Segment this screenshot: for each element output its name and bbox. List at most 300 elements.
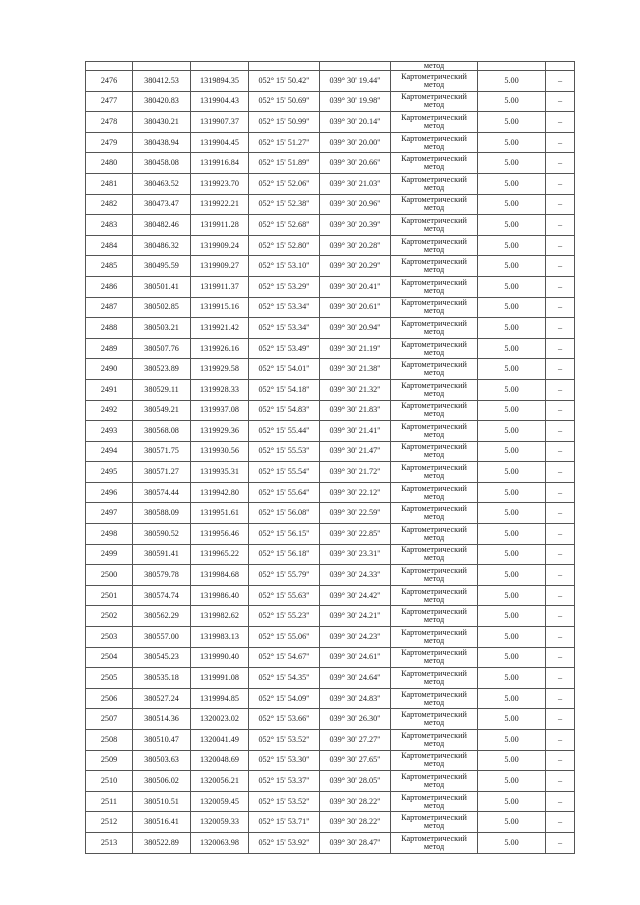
- method-cell: [391, 565, 478, 586]
- method-cell: [391, 585, 478, 606]
- method-cell: [391, 482, 478, 503]
- point-number-cell: 2488: [86, 318, 133, 339]
- accuracy-cell: 5.00: [478, 112, 546, 133]
- method-line-1: Картометрический: [401, 277, 467, 287]
- latitude-cell: 052° 15' 55.06": [249, 627, 320, 648]
- note-cell: –: [546, 421, 575, 442]
- method-line-2: метод: [423, 821, 445, 831]
- accuracy-cell: 5.00: [478, 132, 546, 153]
- longitude-cell: 039° 30' 21.32": [320, 379, 391, 400]
- note-cell: –: [546, 297, 575, 318]
- table-row: [86, 565, 575, 586]
- note-cell: –: [546, 235, 575, 256]
- note-cell: –: [546, 482, 575, 503]
- method-line-1: Картометрический: [401, 648, 467, 658]
- longitude-cell: 039° 30' 24.42": [320, 585, 391, 606]
- method-cell: [391, 194, 478, 215]
- accuracy-cell: 5.00: [478, 524, 546, 545]
- note-cell: –: [546, 709, 575, 730]
- longitude-cell: 039° 30' 28.22": [320, 791, 391, 812]
- latitude-cell: 052° 15' 53.37": [249, 771, 320, 792]
- method-line-1: Картометрический: [401, 689, 467, 699]
- x-coordinate-cell: 380590.52: [133, 524, 191, 545]
- y-coordinate-cell: 1320048.69: [191, 750, 249, 771]
- method-line-1: Картометрический: [401, 71, 467, 81]
- x-coordinate-cell: 380571.27: [133, 462, 191, 483]
- x-coordinate-cell: 380503.21: [133, 318, 191, 339]
- method-line-1: Картометрический: [401, 483, 467, 493]
- method-cell: [391, 750, 478, 771]
- accuracy-cell: 5.00: [478, 256, 546, 277]
- table-row: [86, 112, 575, 133]
- method-cell: [391, 400, 478, 421]
- method-line-1: Картометрический: [401, 318, 467, 328]
- x-coordinate-cell: 380510.47: [133, 730, 191, 751]
- accuracy-cell: 5.00: [478, 173, 546, 194]
- point-number-cell: 2503: [86, 627, 133, 648]
- accuracy-cell: 5.00: [478, 730, 546, 751]
- method-line-2: метод: [423, 141, 445, 151]
- longitude-cell: 039° 30' 21.41": [320, 421, 391, 442]
- method-cell: [391, 276, 478, 297]
- accuracy-cell: 5.00: [478, 565, 546, 586]
- point-number-cell: 2510: [86, 771, 133, 792]
- method-cell: [391, 71, 478, 92]
- method-line-1: Картометрический: [401, 174, 467, 184]
- longitude-cell: 039° 30' 21.83": [320, 400, 391, 421]
- table-row: [86, 400, 575, 421]
- method-line-1: Картометрический: [401, 154, 467, 164]
- note-cell: –: [546, 112, 575, 133]
- longitude-cell: 039° 30' 20.29": [320, 256, 391, 277]
- accuracy-cell: 5.00: [478, 482, 546, 503]
- latitude-cell: 052° 15' 54.09": [249, 688, 320, 709]
- method-line-2: метод: [423, 285, 445, 295]
- latitude-cell: 052° 15' 53.52": [249, 791, 320, 812]
- method-line-1: Картометрический: [401, 360, 467, 370]
- latitude-cell: 052° 15' 53.29": [249, 276, 320, 297]
- x-coordinate-cell: 380482.46: [133, 215, 191, 236]
- point-number-cell: 2505: [86, 668, 133, 689]
- longitude-cell: 039° 30' 28.47": [320, 832, 391, 853]
- x-coordinate-cell: 380571.75: [133, 441, 191, 462]
- table-row: [86, 791, 575, 812]
- latitude-cell: 052° 15' 52.80": [249, 235, 320, 256]
- note-cell: –: [546, 832, 575, 853]
- method-line-2: метод: [423, 656, 445, 666]
- method-line-1: Картометрический: [401, 236, 467, 246]
- method-line-2: метод: [423, 697, 445, 707]
- x-coordinate-cell: 380502.85: [133, 297, 191, 318]
- y-coordinate-cell: 1319904.43: [191, 91, 249, 112]
- longitude-cell: 039° 30' 28.05": [320, 771, 391, 792]
- point-number-cell: 2492: [86, 400, 133, 421]
- method-line-1: Картометрический: [401, 133, 467, 143]
- point-number-cell: 2484: [86, 235, 133, 256]
- y-coordinate-cell: 1320041.49: [191, 730, 249, 751]
- latitude-cell: 052° 15' 51.27": [249, 132, 320, 153]
- latitude-cell: 052° 15' 54.83": [249, 400, 320, 421]
- method-line-1: Картометрический: [401, 792, 467, 802]
- point-number-cell: 2498: [86, 524, 133, 545]
- y-coordinate-cell: 1319982.62: [191, 606, 249, 627]
- latitude-cell: 052° 15' 55.64": [249, 482, 320, 503]
- y-coordinate-cell: 1320063.98: [191, 832, 249, 853]
- point-number-cell: 2507: [86, 709, 133, 730]
- accuracy-cell: 5.00: [478, 832, 546, 853]
- method-line-2: метод: [423, 532, 445, 542]
- longitude-cell: 039° 30' 24.61": [320, 647, 391, 668]
- y-coordinate-cell: 1319929.58: [191, 359, 249, 380]
- table-row: [86, 771, 575, 792]
- method-cell: [391, 771, 478, 792]
- y-coordinate-cell: 1319951.61: [191, 503, 249, 524]
- longitude-cell: 039° 30' 20.96": [320, 194, 391, 215]
- longitude-cell: 039° 30' 22.12": [320, 482, 391, 503]
- y-coordinate-cell: 1319984.68: [191, 565, 249, 586]
- y-coordinate-cell: 1319915.16: [191, 297, 249, 318]
- point-number-cell: 2495: [86, 462, 133, 483]
- y-coordinate-cell: 1319909.24: [191, 235, 249, 256]
- method-cell: [391, 647, 478, 668]
- x-coordinate-cell: 380486.32: [133, 235, 191, 256]
- latitude-cell: 052° 15' 53.49": [249, 338, 320, 359]
- point-number-cell: 2511: [86, 791, 133, 812]
- accuracy-cell: 5.00: [478, 709, 546, 730]
- y-coordinate-cell: 1319986.40: [191, 585, 249, 606]
- longitude-cell: 039° 30' 21.47": [320, 441, 391, 462]
- cell-empty: [478, 62, 546, 71]
- method-line-1: Картометрический: [401, 545, 467, 555]
- table-row: [86, 750, 575, 771]
- longitude-cell: 039° 30' 20.61": [320, 297, 391, 318]
- longitude-cell: 039° 30' 21.38": [320, 359, 391, 380]
- y-coordinate-cell: 1319926.16: [191, 338, 249, 359]
- table-row: [86, 359, 575, 380]
- method-line-2: метод: [423, 841, 445, 851]
- longitude-cell: 039° 30' 21.72": [320, 462, 391, 483]
- longitude-cell: 039° 30' 20.00": [320, 132, 391, 153]
- method-line-2: метод: [423, 306, 445, 316]
- x-coordinate-cell: 380438.94: [133, 132, 191, 153]
- accuracy-cell: 5.00: [478, 379, 546, 400]
- latitude-cell: 052° 15' 54.67": [249, 647, 320, 668]
- longitude-cell: 039° 30' 23.31": [320, 544, 391, 565]
- point-number-cell: 2490: [86, 359, 133, 380]
- point-number-cell: 2482: [86, 194, 133, 215]
- method-line-2: метод: [423, 100, 445, 110]
- method-line-1: Картометрический: [401, 669, 467, 679]
- x-coordinate-cell: 380458.08: [133, 153, 191, 174]
- x-coordinate-cell: 380510.51: [133, 791, 191, 812]
- method-line-2: метод: [423, 347, 445, 357]
- point-number-cell: 2487: [86, 297, 133, 318]
- coordinates-table-body: [86, 62, 575, 854]
- latitude-cell: 052° 15' 52.06": [249, 173, 320, 194]
- longitude-cell: 039° 30' 27.65": [320, 750, 391, 771]
- y-coordinate-cell: 1319916.84: [191, 153, 249, 174]
- method-line-2: метод: [423, 388, 445, 398]
- table-row: [86, 524, 575, 545]
- method-line-2: метод: [423, 429, 445, 439]
- y-coordinate-cell: 1319894.35: [191, 71, 249, 92]
- accuracy-cell: 5.00: [478, 153, 546, 174]
- longitude-cell: 039° 30' 19.98": [320, 91, 391, 112]
- method-line-1: Картометрический: [401, 401, 467, 411]
- method-cell: [391, 318, 478, 339]
- y-coordinate-cell: 1320059.45: [191, 791, 249, 812]
- table-row: [86, 482, 575, 503]
- x-coordinate-cell: 380506.02: [133, 771, 191, 792]
- method-cell: [391, 441, 478, 462]
- method-line-1: Картометрический: [401, 504, 467, 514]
- latitude-cell: 052° 15' 56.15": [249, 524, 320, 545]
- note-cell: –: [546, 647, 575, 668]
- table-row: [86, 503, 575, 524]
- y-coordinate-cell: 1319904.45: [191, 132, 249, 153]
- latitude-cell: 052° 15' 53.34": [249, 297, 320, 318]
- accuracy-cell: 5.00: [478, 297, 546, 318]
- longitude-cell: 039° 30' 24.83": [320, 688, 391, 709]
- table-row: [86, 173, 575, 194]
- method-line-1: Картометрический: [401, 380, 467, 390]
- method-cell: [391, 91, 478, 112]
- method-line-2: метод: [423, 512, 445, 522]
- table-row: [86, 256, 575, 277]
- table-row: [86, 276, 575, 297]
- note-cell: –: [546, 688, 575, 709]
- method-line-1: Картометрический: [401, 298, 467, 308]
- method-cell: [391, 791, 478, 812]
- x-coordinate-cell: 380549.21: [133, 400, 191, 421]
- note-cell: –: [546, 627, 575, 648]
- method-line-2: метод: [423, 594, 445, 604]
- method-line-1: Картометрический: [401, 215, 467, 225]
- method-line-2: метод: [423, 162, 445, 172]
- method-line-2: метод: [423, 120, 445, 130]
- accuracy-cell: 5.00: [478, 627, 546, 648]
- table-row: [86, 71, 575, 92]
- method-cell: [391, 462, 478, 483]
- table-row: [86, 338, 575, 359]
- y-coordinate-cell: 1319990.40: [191, 647, 249, 668]
- note-cell: –: [546, 400, 575, 421]
- y-coordinate-cell: 1319923.70: [191, 173, 249, 194]
- note-cell: –: [546, 585, 575, 606]
- table-row: [86, 832, 575, 853]
- method-line-2: метод: [423, 615, 445, 625]
- point-number-cell: 2500: [86, 565, 133, 586]
- method-cell: [391, 235, 478, 256]
- method-line-1: Картометрический: [401, 813, 467, 823]
- y-coordinate-cell: 1319911.37: [191, 276, 249, 297]
- x-coordinate-cell: 380507.76: [133, 338, 191, 359]
- method-line-2: метод: [423, 471, 445, 481]
- note-cell: –: [546, 338, 575, 359]
- method-line-2: метод: [423, 450, 445, 460]
- method-line-1: Картометрический: [401, 586, 467, 596]
- y-coordinate-cell: 1320059.33: [191, 812, 249, 833]
- table-row: [86, 709, 575, 730]
- note-cell: –: [546, 791, 575, 812]
- accuracy-cell: 5.00: [478, 544, 546, 565]
- table-row: [86, 462, 575, 483]
- longitude-cell: 039° 30' 21.19": [320, 338, 391, 359]
- method-line-1: Картометрический: [401, 833, 467, 843]
- method-line-1: Картометрический: [401, 195, 467, 205]
- method-cell: [391, 297, 478, 318]
- table-row: [86, 688, 575, 709]
- method-line-2: метод: [423, 79, 445, 89]
- note-cell: –: [546, 730, 575, 751]
- method-line-1: Картометрический: [401, 607, 467, 617]
- table-row: [86, 647, 575, 668]
- point-number-cell: 2493: [86, 421, 133, 442]
- table-row: [86, 585, 575, 606]
- method-cell: [391, 112, 478, 133]
- method-line-1: Картометрический: [401, 627, 467, 637]
- point-number-cell: 2486: [86, 276, 133, 297]
- latitude-cell: 052° 15' 52.38": [249, 194, 320, 215]
- y-coordinate-cell: 1319928.33: [191, 379, 249, 400]
- longitude-cell: 039° 30' 22.59": [320, 503, 391, 524]
- note-cell: –: [546, 441, 575, 462]
- note-cell: –: [546, 215, 575, 236]
- longitude-cell: 039° 30' 22.85": [320, 524, 391, 545]
- method-cell: [391, 524, 478, 545]
- table-row: [86, 730, 575, 751]
- note-cell: –: [546, 194, 575, 215]
- longitude-cell: 039° 30' 19.44": [320, 71, 391, 92]
- note-cell: –: [546, 359, 575, 380]
- point-number-cell: 2499: [86, 544, 133, 565]
- latitude-cell: 052° 15' 51.89": [249, 153, 320, 174]
- method-line-1: Картометрический: [401, 566, 467, 576]
- latitude-cell: 052° 15' 54.35": [249, 668, 320, 689]
- note-cell: –: [546, 503, 575, 524]
- y-coordinate-cell: 1319922.21: [191, 194, 249, 215]
- table-row: [86, 812, 575, 833]
- accuracy-cell: 5.00: [478, 647, 546, 668]
- y-coordinate-cell: 1319921.42: [191, 318, 249, 339]
- x-coordinate-cell: 380545.23: [133, 647, 191, 668]
- point-number-cell: 2485: [86, 256, 133, 277]
- method-line-1: Картометрический: [401, 442, 467, 452]
- method-line-2: метод: [423, 409, 445, 419]
- cell-empty: [191, 62, 249, 71]
- point-number-cell: 2494: [86, 441, 133, 462]
- x-coordinate-cell: 380574.74: [133, 585, 191, 606]
- method-cell: [391, 215, 478, 236]
- latitude-cell: 052° 15' 53.92": [249, 832, 320, 853]
- x-coordinate-cell: 380562.29: [133, 606, 191, 627]
- latitude-cell: 052° 15' 50.69": [249, 91, 320, 112]
- note-cell: –: [546, 256, 575, 277]
- accuracy-cell: 5.00: [478, 606, 546, 627]
- y-coordinate-cell: 1319994.85: [191, 688, 249, 709]
- table-row: [86, 297, 575, 318]
- method-cell: [391, 688, 478, 709]
- y-coordinate-cell: 1319991.08: [191, 668, 249, 689]
- accuracy-cell: 5.00: [478, 688, 546, 709]
- method-cell: [391, 709, 478, 730]
- x-coordinate-cell: 380588.09: [133, 503, 191, 524]
- table-row: [86, 153, 575, 174]
- table-row: [86, 379, 575, 400]
- note-cell: –: [546, 812, 575, 833]
- cell-empty: [249, 62, 320, 71]
- method-line-1: Картометрический: [401, 710, 467, 720]
- longitude-cell: 039° 30' 26.30": [320, 709, 391, 730]
- y-coordinate-cell: 1319911.28: [191, 215, 249, 236]
- y-coordinate-cell: 1320023.02: [191, 709, 249, 730]
- latitude-cell: 052° 15' 55.79": [249, 565, 320, 586]
- method-cell: [391, 832, 478, 853]
- method-cell: [391, 379, 478, 400]
- method-line-1: Картометрический: [401, 771, 467, 781]
- method-line-1: Картометрический: [401, 257, 467, 267]
- accuracy-cell: 5.00: [478, 400, 546, 421]
- y-coordinate-cell: 1320056.21: [191, 771, 249, 792]
- method-cell: [391, 421, 478, 442]
- table-row: [86, 421, 575, 442]
- method-line-2: метод: [423, 677, 445, 687]
- point-number-cell: 2479: [86, 132, 133, 153]
- x-coordinate-cell: 380503.63: [133, 750, 191, 771]
- latitude-cell: 052° 15' 55.54": [249, 462, 320, 483]
- accuracy-cell: 5.00: [478, 503, 546, 524]
- latitude-cell: 052° 15' 53.30": [249, 750, 320, 771]
- y-coordinate-cell: 1319983.13: [191, 627, 249, 648]
- x-coordinate-cell: 380529.11: [133, 379, 191, 400]
- x-coordinate-cell: 380430.21: [133, 112, 191, 133]
- accuracy-cell: 5.00: [478, 462, 546, 483]
- accuracy-cell: 5.00: [478, 771, 546, 792]
- method-cell: [391, 132, 478, 153]
- accuracy-cell: 5.00: [478, 421, 546, 442]
- method-line-2: метод: [423, 223, 445, 233]
- x-coordinate-cell: 380579.78: [133, 565, 191, 586]
- method-line-1: Картометрический: [401, 421, 467, 431]
- point-number-cell: 2483: [86, 215, 133, 236]
- table-row: [86, 544, 575, 565]
- latitude-cell: 052° 15' 53.71": [249, 812, 320, 833]
- note-cell: –: [546, 544, 575, 565]
- x-coordinate-cell: 380495.59: [133, 256, 191, 277]
- x-coordinate-cell: 380463.52: [133, 173, 191, 194]
- x-coordinate-cell: 380412.53: [133, 71, 191, 92]
- table-row: [86, 606, 575, 627]
- note-cell: –: [546, 379, 575, 400]
- longitude-cell: 039° 30' 27.27": [320, 730, 391, 751]
- method-cell: [391, 627, 478, 648]
- method-line-2: метод: [423, 574, 445, 584]
- method-cell: [391, 359, 478, 380]
- point-number-cell: 2476: [86, 71, 133, 92]
- accuracy-cell: 5.00: [478, 215, 546, 236]
- method-line-2: метод: [423, 182, 445, 192]
- method-line-2: метод: [423, 368, 445, 378]
- longitude-cell: 039° 30' 24.21": [320, 606, 391, 627]
- longitude-cell: 039° 30' 21.03": [320, 173, 391, 194]
- latitude-cell: 052° 15' 53.66": [249, 709, 320, 730]
- point-number-cell: 2513: [86, 832, 133, 853]
- method-line-2: метод: [423, 326, 445, 336]
- method-line-2: метод: [423, 265, 445, 275]
- x-coordinate-cell: 380591.41: [133, 544, 191, 565]
- method-line-1: Картометрический: [401, 751, 467, 761]
- cell-empty: [320, 62, 391, 71]
